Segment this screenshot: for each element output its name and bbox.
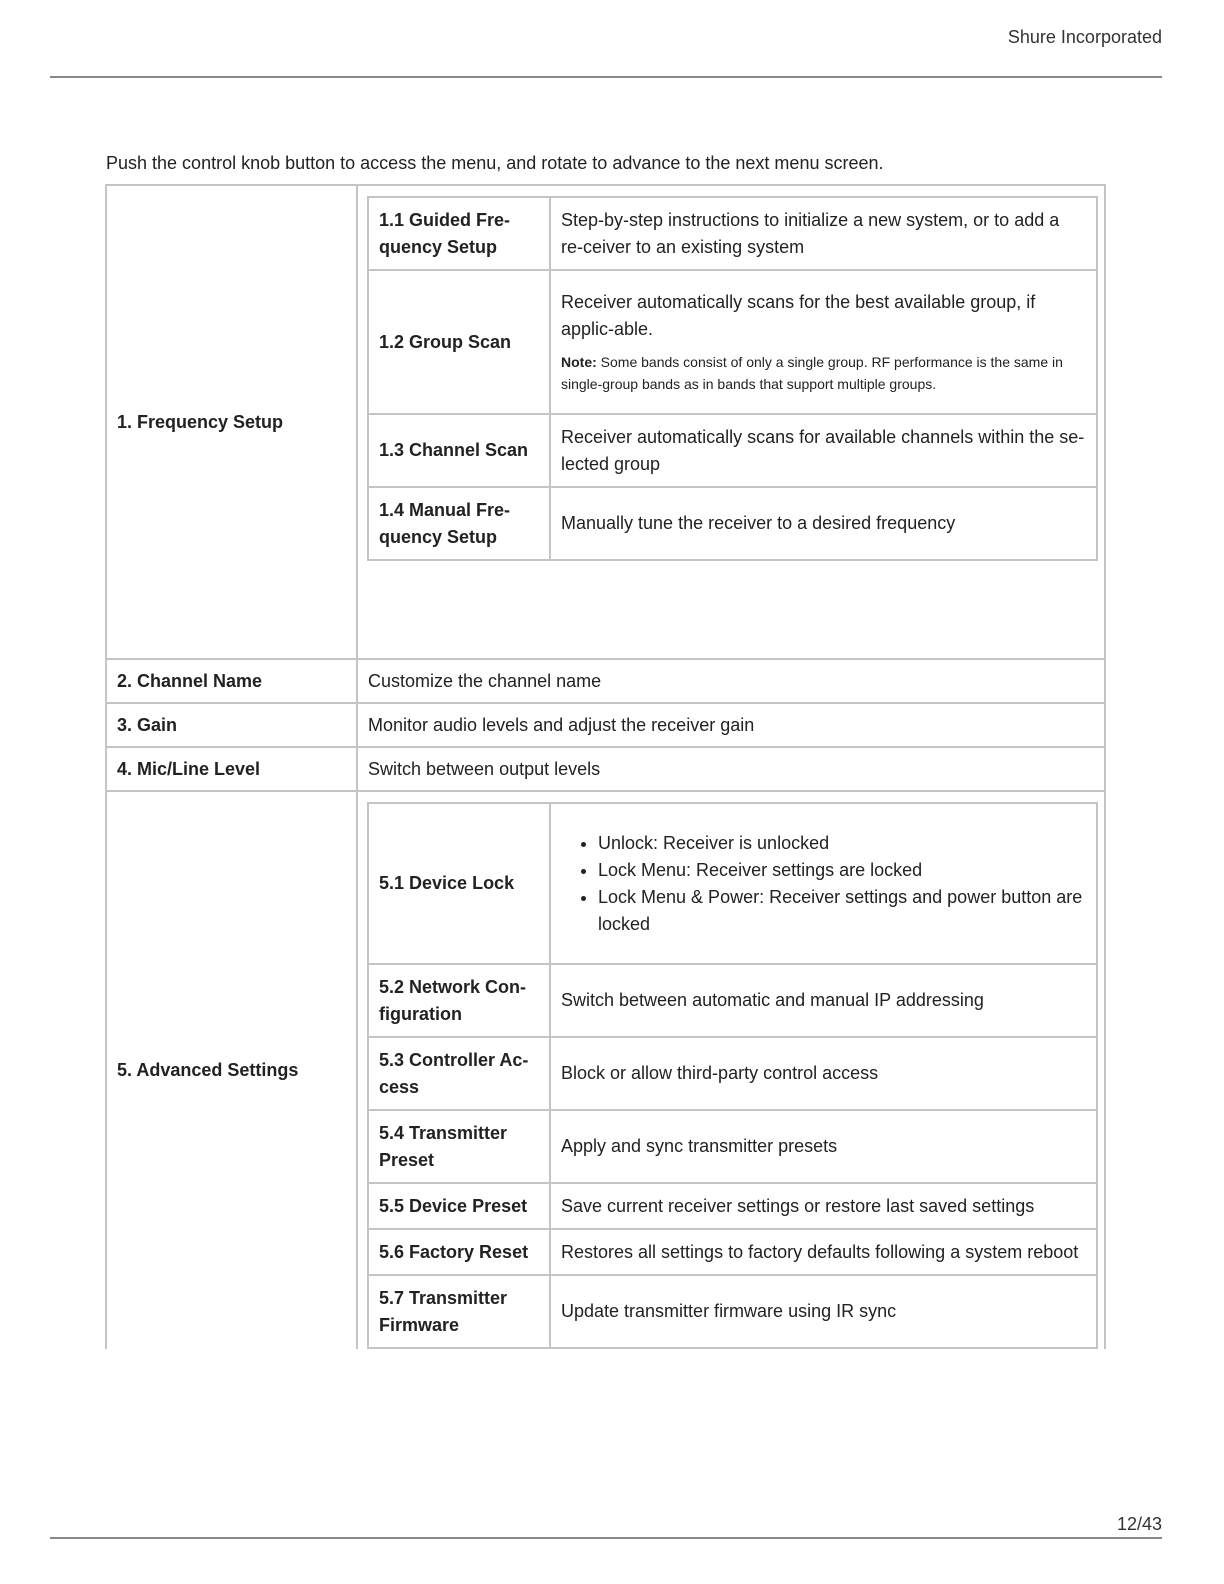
submenu-table — [367, 802, 1098, 1349]
submenu-description: Update transmitter firmware using IR sync — [550, 1275, 1097, 1348]
menu-row-advanced-settings — [106, 791, 1105, 1349]
submenu-label: 5.5 Device Preset — [368, 1183, 550, 1229]
submenu-row — [368, 1037, 1097, 1110]
page-number: 12/43 — [1116, 1514, 1162, 1534]
submenu-description: Switch between automatic and manual IP addressing — [550, 964, 1097, 1037]
submenu-row — [368, 197, 1097, 270]
submenu-description: Restores all settings to factory defaults following a system reboot — [550, 1229, 1097, 1275]
submenu-label: 1.1 Guided Fre-quency Setup — [368, 197, 550, 270]
note — [561, 351, 1086, 395]
note-text: Some bands consist of only a single group. RF performance is the same in single-group bands as in bands that support multiple groups. — [561, 354, 1063, 392]
submenu-label: 5.3 Controller Ac-cess — [368, 1037, 550, 1110]
footer-divider — [50, 1537, 1162, 1539]
submenu-row — [368, 803, 1097, 964]
menu-detail — [357, 185, 1105, 659]
submenu-row — [368, 487, 1097, 560]
menu-row-frequency-setup — [106, 185, 1105, 659]
list-item: • Lock Menu: Receiver settings are locked — [598, 857, 1086, 884]
submenu-row — [368, 414, 1097, 487]
list-item: • Unlock: Receiver is unlocked — [598, 830, 1086, 857]
submenu-label: 1.2 Group Scan — [368, 270, 550, 414]
submenu-table — [367, 196, 1098, 561]
submenu-label: 5.1 Device Lock — [368, 803, 550, 964]
menu-description: Customize the channel name — [357, 659, 1105, 703]
menu-description: Monitor audio levels and adjust the receiver gain — [357, 703, 1105, 747]
menu-row-gain — [106, 703, 1105, 747]
submenu-row — [368, 270, 1097, 414]
submenu-row — [368, 1275, 1097, 1348]
submenu-description: Manually tune the receiver to a desired frequency — [550, 487, 1097, 560]
menu-row-channel-name — [106, 659, 1105, 703]
submenu-row — [368, 964, 1097, 1037]
submenu-description: Apply and sync transmitter presets — [550, 1110, 1097, 1183]
menu-label: 5. Advanced Settings — [106, 791, 357, 1349]
submenu-row — [368, 1229, 1097, 1275]
submenu-description-text: Receiver automatically scans for the best available group, if applic-able. — [561, 292, 1036, 339]
menu-row-mic-line-level — [106, 747, 1105, 791]
submenu-description: Save current receiver settings or restore last saved settings — [550, 1183, 1097, 1229]
header-divider — [50, 76, 1162, 78]
menu-label: 4. Mic/Line Level — [106, 747, 357, 791]
menu-detail — [357, 791, 1105, 1349]
header-company: Shure Incorporated — [1007, 27, 1162, 47]
menu-description: Switch between output levels — [357, 747, 1105, 791]
submenu-row — [368, 1110, 1097, 1183]
submenu-label: 5.7 Transmitter Firmware — [368, 1275, 550, 1348]
note-label: Note: — [561, 354, 597, 370]
submenu-description: Receiver automatically scans for available channels within the se-lected group — [550, 414, 1097, 487]
lock-options-list — [561, 830, 1086, 938]
submenu-label: 5.6 Factory Reset — [368, 1229, 550, 1275]
submenu-description: Block or allow third-party control access — [550, 1037, 1097, 1110]
submenu-row — [368, 1183, 1097, 1229]
submenu-label: 1.3 Channel Scan — [368, 414, 550, 487]
menu-label: 1. Frequency Setup — [106, 185, 357, 659]
menu-table — [105, 184, 1106, 1349]
submenu-label: 5.4 Transmitter Preset — [368, 1110, 550, 1183]
intro-text: Push the control knob button to access the menu, and rotate to advance to the next menu screen. — [106, 153, 884, 173]
menu-label: 2. Channel Name — [106, 659, 357, 703]
submenu-description — [550, 270, 1097, 414]
submenu-description: Step-by-step instructions to initialize a new system, or to add a re-ceiver to an existing system — [550, 197, 1097, 270]
submenu-label: 5.2 Network Con-figuration — [368, 964, 550, 1037]
list-item: • Lock Menu & Power: Receiver settings and power button are locked — [598, 884, 1086, 938]
menu-label: 3. Gain — [106, 703, 357, 747]
submenu-label: 1.4 Manual Fre-quency Setup — [368, 487, 550, 560]
submenu-description — [550, 803, 1097, 964]
